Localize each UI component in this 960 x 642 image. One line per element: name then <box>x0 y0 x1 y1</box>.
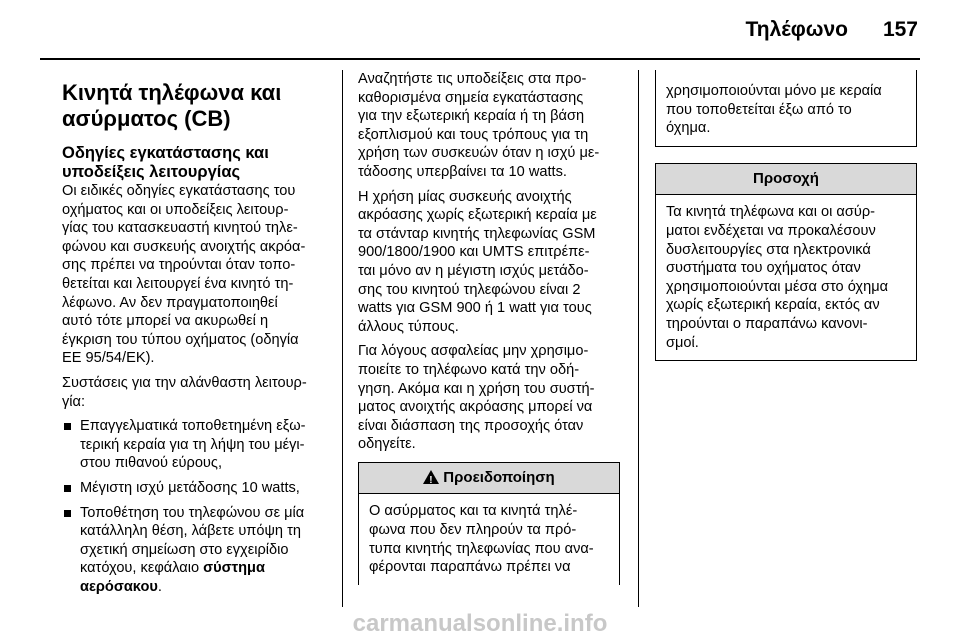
main-heading: Κινητά τηλέφωνα και ασύρματος (CB) <box>62 80 282 131</box>
warning-icon <box>423 470 439 484</box>
recommendations-intro: Συστάσεις για την αλάνθαστη λειτουρ- γία: <box>62 374 307 410</box>
list-item: Τοποθέτηση του τηλεφώνου σε μία κατάλληλη θέση, λάβετε υπόψη τη σχετική σημείωση στο εγχειρίδιο κατόχου, κεφάλαιο σύστημα αερόσακου. <box>62 504 332 597</box>
list-item: Μέγιστη ισχύ μετάδοσης 10 watts, <box>62 479 332 498</box>
column-divider <box>638 70 639 607</box>
cross-reference-link[interactable]: αερόσακου <box>80 578 158 595</box>
paragraph: Η χρήση μίας συσκευής ανοιχτής ακρόασης χωρίς εξωτερική κεραία με τα στάνταρ κινητής τηλεφωνίας GSM 900/1800/1900 και UMTS επιτρέπε- ται μόνο αν η μέγιστη ισχύς μετάδο- σης του κινητού τηλεφώνου είναι 2 watts για GSM 900 ή 1 watt για τους άλλους τύπους. <box>358 188 597 335</box>
sub-heading: Οδηγίες εγκατάστασης και υποδείξεις λειτουργίας <box>62 144 269 181</box>
watermark: carmanualsonline.info <box>352 610 608 637</box>
warning-box <box>358 462 620 585</box>
warning-body: Ο ασύρματος και τα κινητά τηλέ- φωνα που δεν πληρούν τα πρό- τυπα κινητής τηλεφωνίας που ανα- φέρονται παραπάνω πρέπει να <box>369 503 594 576</box>
paragraph: Για λόγους ασφαλείας μην χρησιμο- ποιείτε το τηλέφωνο κατά την οδή- γηση. Ακόμα και η χρήση του συστή- ματος ανοιχτής ακρόασης μπορεί να είναι διάσπαση της προσοχής όταν οδηγείτε. <box>358 343 595 453</box>
bullet-icon <box>64 510 71 517</box>
intro-paragraph: Οι ειδικές οδηγίες εγκατάστασης του οχήματος και οι υποδείξεις λειτουρ- γίας του κατασκευαστή κινητού τηλε- φώνου και συσκευής ανοιχτής ακρόα- σης πρέπει να τηρούνται όταν τοπο- θετείται και λειτουργεί ένα κινητό τη- λέφωνο. Αν δεν πραγματοποιηθεί αυτό τότε μπορεί να ακυρωθεί η έγκριση του τύπου οχήματος (οδηγία ΕΕ 95/54/ΕΚ). <box>62 183 306 367</box>
cross-reference-link[interactable]: σύστημα <box>203 560 265 577</box>
paragraph: Αναζητήστε τις υποδείξεις στα προ- καθορισμένα σημεία εγκατάστασης για την εξωτερική κεραία ή τη βάση εξοπλισμού και τους τρόπους για τη χρήση των συσκευών όταν η ισχύ με- τάδοσης υπερβαίνει τα 10 watts. <box>358 71 600 180</box>
caution-body: Τα κινητά τηλέφωνα και οι ασύρ- ματοι ενδέχεται να προκαλέσουν δυσλειτουργίες στα ηλεκτρονικά συστήματα του οχήματος όταν χρησιμοποιούνται μέσα στο όχημα χωρίς εξωτερική κεραία, εκτός αν τηρούνται ο παραπάνω κανονι- σμοί. <box>666 204 889 351</box>
bullet-icon <box>64 485 71 492</box>
warning-continuation-body: χρησιμοποιούνται μόνο με κεραία που τοποθετείται έξω από το όχημα. <box>666 83 882 137</box>
page-number: 157 <box>882 18 918 41</box>
warning-continuation-box <box>655 70 917 147</box>
warning-header: !Προειδοποίηση <box>359 463 619 495</box>
column-2 <box>358 70 620 585</box>
caution-header: Προσοχή <box>656 164 916 196</box>
column-3 <box>655 70 917 361</box>
column-1 <box>62 70 332 602</box>
caution-box <box>655 163 917 361</box>
section-title: Τηλέφωνο <box>745 18 848 41</box>
bullet-icon <box>64 423 71 430</box>
page-header <box>0 0 960 60</box>
header-rule <box>40 58 920 60</box>
column-divider <box>342 70 343 607</box>
list-item: Επαγγελματικά τοποθετημένη εξω- τερική κεραία για τη λήψη του μέγι- στου πιθανού εύρους, <box>62 417 332 473</box>
